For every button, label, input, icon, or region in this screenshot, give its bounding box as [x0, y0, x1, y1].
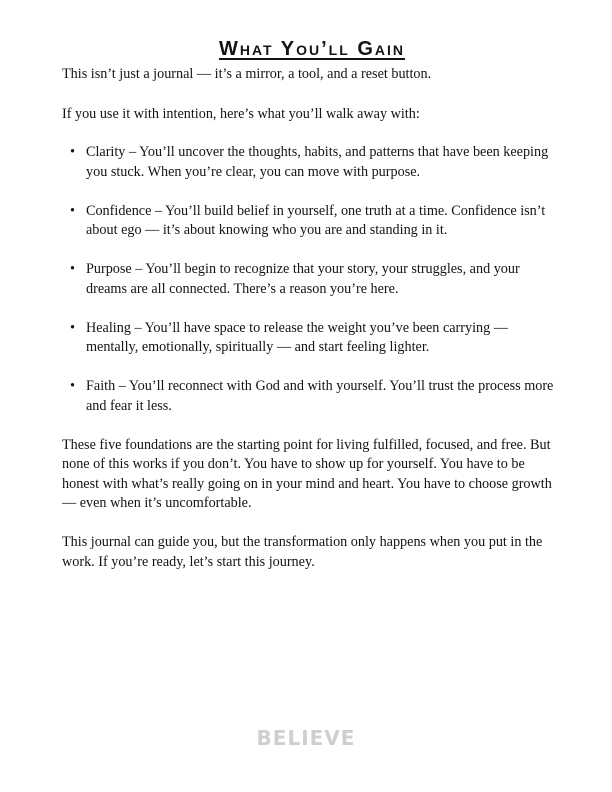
list-item [62, 143, 562, 182]
list-item [62, 319, 562, 358]
gain-term: Confidence [86, 202, 152, 219]
gain-text: – You’ll uncover the thoughts, habits, and patterns that have been keeping you stuck. When you’re clear, you can move with purpose. [86, 144, 549, 180]
page-content [62, 38, 562, 572]
closing-paragraph: This journal can guide you, but the transformation only happens when you put in the work. If you’re ready, let’s start this journey. [62, 534, 543, 570]
gain-term: Clarity [86, 144, 126, 160]
bullet-icon: • [70, 319, 75, 336]
gain-text: – You’ll build belief in yourself, one truth at a time. Confidence isn’t about ego — it’s about knowing who you are and standing in it. [86, 202, 546, 238]
gain-text: – You’ll reconnect with God and with yourself. You’ll trust the process more and fear it less. [86, 378, 554, 414]
list-item [62, 202, 562, 241]
bullet-icon: • [70, 261, 75, 277]
page-title: What You’ll Gain [218, 38, 406, 60]
bullet-icon: • [70, 144, 75, 160]
gain-text: – You’ll have space to release the weight you’ve been carrying — mentally, emotionally, spiritually — and start feeling lighter. [86, 319, 508, 355]
gain-term: Faith [86, 378, 116, 394]
bullet-icon: • [70, 202, 75, 219]
footer-logo: BELIEVE [256, 726, 356, 750]
list-item [62, 260, 562, 299]
bullet-icon: • [70, 378, 75, 394]
intro-paragraph: This isn’t just a journal — it’s a mirror, a tool, and a reset button. [62, 66, 432, 82]
list-item [62, 377, 562, 416]
gain-term: Purpose [86, 261, 132, 277]
intro-lead-in: If you use it with intention, here’s what you’ll walk away with: [62, 105, 420, 122]
gain-term: Healing [86, 319, 131, 336]
gain-text: – You’ll begin to recognize that your story, your struggles, and your dreams are all connected. There’s a reason you’re here. [86, 261, 520, 297]
gains-list [62, 143, 562, 416]
outro-paragraph: These five foundations are the starting point for living fulfilled, focused, and free. But none of this works if you don’t. You have to show up for yourself. You have to be honest with what’s really going on in your mind and heart. You have to choose growth — even when it’s uncomfortable. [62, 436, 552, 511]
